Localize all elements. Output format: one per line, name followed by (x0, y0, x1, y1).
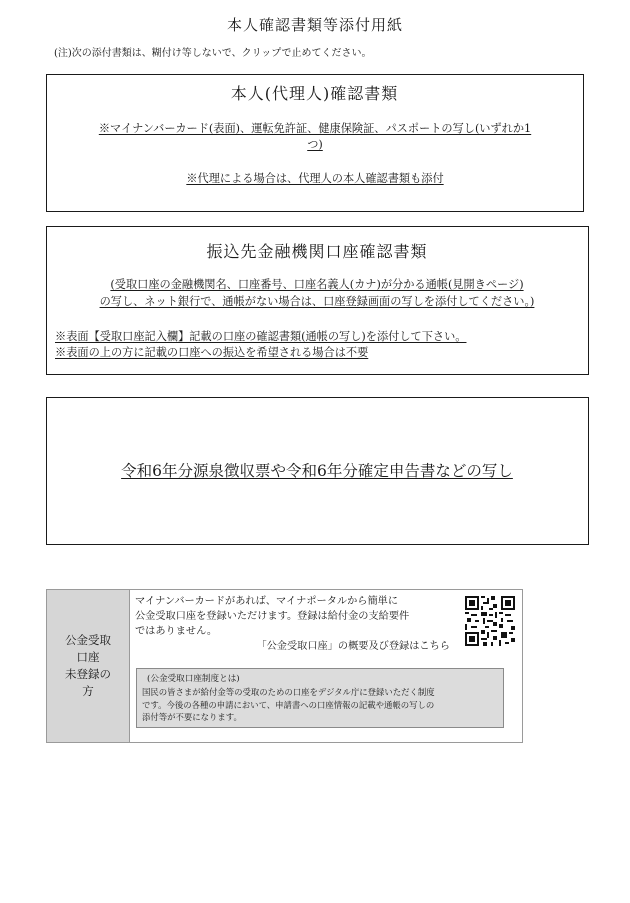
registration-body-line-3: ではありません。 (135, 626, 218, 637)
identity-proxy-note: ※代理による場合は、代理人の本人確認書類も添付 (186, 172, 444, 185)
registration-link[interactable]: 「公金受取口座」の概要及び登録はこちら (256, 641, 450, 652)
system-explanation-line-2: です。今後の各種の申請において、申請書への口座情報の記載や通帳の写しの (142, 699, 435, 710)
public-account-registration-panel (46, 589, 523, 743)
bank-note-2: ※表面の上の方に記載の口座への振込を希望される場合は不要 (55, 346, 369, 359)
registration-body-line-1: マイナンバーカードがあれば、マイナポータルから簡単に (135, 596, 399, 607)
bank-note-1: ※表面【受取口座記入欄】記載の口座の確認書類(通帳の写し)を添付して下さい。 (55, 330, 467, 343)
bank-account-documents-box (46, 226, 589, 375)
side-label-line-1: 公金受取 (65, 633, 111, 647)
registration-side-label (47, 590, 130, 742)
system-explanation-text (142, 686, 500, 724)
system-explanation-line-1: 国民の皆さまが給付金等の受取のための口座をデジタル庁に登録いただく制度 (142, 687, 435, 697)
identity-documents-box (46, 74, 584, 212)
side-label-line-3: 未登録の (65, 667, 111, 681)
bank-line-2: の写し、ネット銀行で、通帳がない場合は、口座登録画面の写しを添付してください。) (99, 295, 535, 308)
identity-line-1: ※マイナンバーカード(表面)、運転免許証、健康保険証、パスポートの写し(いずれか1 (98, 122, 532, 135)
side-label-line-2: 口座 (76, 650, 100, 664)
identity-box-title: 本人(代理人)確認書類 (230, 84, 399, 103)
bank-box-title: 振込先金融機関口座確認書類 (206, 242, 428, 261)
identity-line-2: つ) (307, 138, 323, 151)
page-title: 本人確認書類等添付用紙 (226, 16, 403, 34)
side-label-line-4: 方 (82, 684, 94, 698)
tax-documents-box (46, 397, 589, 545)
registration-body-line-2: 公金受取口座を登録いただけます。登録は給付金の支給要件 (135, 611, 410, 622)
bank-line-1: (受取口座の金融機関名、口座番号、口座名義人(カナ)が分かる通帳(見開きページ) (110, 278, 524, 291)
system-explanation-line-3: 添付等が不要になります。 (142, 712, 242, 722)
system-explanation-box (136, 668, 504, 728)
qr-code-icon[interactable] (465, 596, 515, 646)
tax-documents-text: 令和6年分源泉徴収票や令和6年分確定申告書などの写し (121, 462, 513, 480)
system-explanation-title: (公金受取口座制度とは) (147, 674, 240, 684)
attachment-note: (注)次の添付書類は、糊付け等しないで、クリップで止めてください。 (54, 48, 372, 59)
registration-description (135, 594, 461, 639)
